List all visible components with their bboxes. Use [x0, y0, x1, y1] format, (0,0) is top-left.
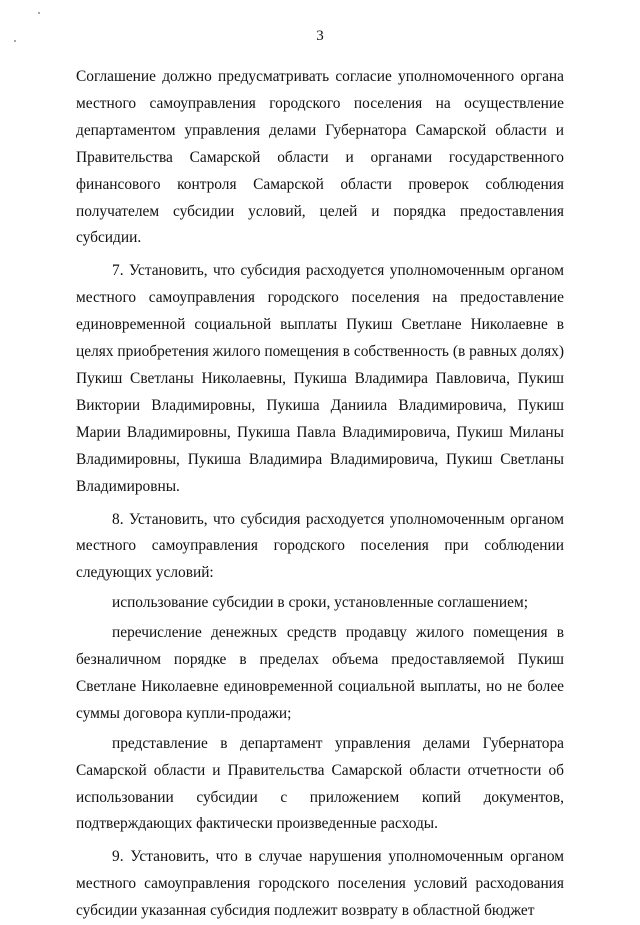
paragraph-agreement-consent: Соглашение должно предусматривать согласие уполномоченного органа местного самоуправления городского поселения на осуществление департаментом управления делами Губернатора Самарской области и Правительства Самарской области и органами государственного финансового контроля Самарской области проверок соблюдения получателем субсидии условий, целей и порядка предоставления субсидии. [76, 68, 564, 247]
paragraph-condition-deadline: использование субсидии в сроки, установленные соглашением; [112, 594, 528, 612]
paragraph-condition-reporting: представление в департамент управления делами Губернатора Самарской области и Правительства Самарской области отчетности об использовании субсидии с приложением копий документов, подтверждающих фактически произведенные расходы. [76, 734, 564, 833]
scan-speck [38, 12, 40, 14]
paragraph-item-7: 7. Установить, что субсидия расходуется уполномоченным органом местного самоуправления городского поселения на предоставление единовременной социальной выплаты Пукиш Светлане Николаевне в целях приобретения жилого помещения в собственность (в равных долях) Пукиш Светланы Николаевны, Пукиша Владимира Павловича, Пукиш Виктории Владимировны, Пукиша Даниила Владимировича, Пукиш Марии Владимировны, Пукиша Павла Владимировича, Пукиш Миланы Владимировны, Пукиша Владимира Владимировича, Пукиш Светланы Владимировны. [76, 262, 564, 495]
document-body [76, 64, 564, 925]
paragraph-condition-transfer: перечисление денежных средств продавцу жилого помещения в безналичном порядке в пределах объема предоставляемой Пукиш Светлане Николаевне единовременной социальной выплаты, но не более суммы договора купли-продажи; [76, 624, 564, 722]
paragraph-item-8: 8. Установить, что субсидия расходуется уполномоченным органом местного самоуправления городского поселения при соблюдении следующих условий: [76, 510, 564, 582]
paragraph-item-9: 9. Установить, что в случае нарушения уполномоченным органом местного самоуправления городского поселения условий расходования субсидии указанная субсидия подлежит возврату в областной бюджет [76, 848, 564, 920]
page-number: 3 [316, 28, 324, 44]
